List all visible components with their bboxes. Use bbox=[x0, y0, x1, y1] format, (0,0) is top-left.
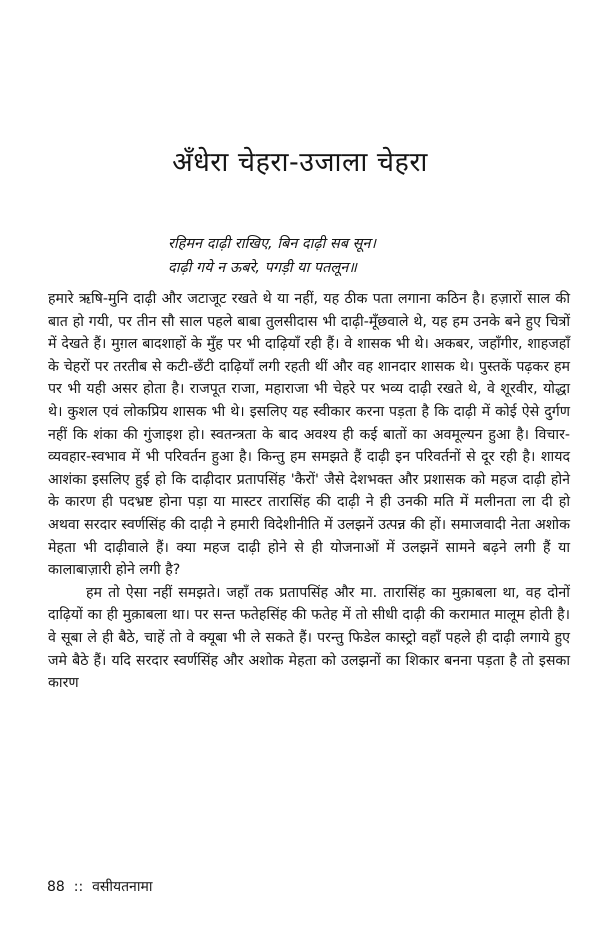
footer-separator bbox=[69, 879, 87, 895]
epigraph-line-2: दाढ़ी गये न ऊबरे, पगड़ी या पतलून॥ bbox=[168, 260, 357, 276]
chapter-title: अँधेरा चेहरा-उजाला चेहरा bbox=[172, 147, 428, 178]
epigraph-line-1: रहिमन दाढ़ी राखिए, बिन दाढ़ी सब सून। bbox=[168, 236, 376, 252]
body-text bbox=[48, 288, 570, 695]
page-number: 88 bbox=[47, 879, 65, 895]
page-footer bbox=[47, 877, 152, 896]
book-title: वसीयतनामा bbox=[92, 879, 153, 895]
footer-separator-glyph: :: bbox=[73, 879, 84, 895]
paragraph-2: हम तो ऐसा नहीं समझते। जहाँ तक प्रतापसिंह और मा. तारासिंह का मुक़ाबला था, वह दोनों दाढ़ियों का ही मुक़ाबला था। पर सन्त फतेहसिंह की फतेह में तो सीधी दाढ़ी की करामात मालूम होती है। वे सूबा ले ही बैठे, चाहें तो वे क्यूबा भी ले सकते हैं। परन्तु फिडेल कास्ट्रो वहाँ पहले ही दाढ़ी लगाये हुए जमे बैठे हैं। यदि सरदार स्वर्णसिंह और अशोक मेहता को उलझनों का शिकार बनना पड़ता है तो इसका कारण bbox=[48, 584, 570, 692]
paragraph-1: हमारे ऋषि-मुनि दाढ़ी और जटाजूट रखते थे या नहीं, यह ठीक पता लगाना कठिन है। हज़ारों साल की बात हो गयी, पर तीन सौ साल पहले बाबा तुलसीदास भी दाढ़ी-मूँछवाले थे, यह हम उनके बने हुए चित्रों में देखते हैं। मुग़ल बादशाहों के मुँह पर भी दाढ़ियाँ रही हैं। वे शासक भी थे। अकबर, जहाँगीर, शाहजहाँ के चेहरों पर तरतीब से कटी-छँटी दाढ़ियाँ लगी रहती थीं और वह शानदार शासक थे। पुस्तकें पढ़कर हम पर भी यही असर होता है। राजपूत राजा, महाराजा भी चेहरे पर भव्य दाढ़ी रखते थे, वे शूरवीर, योद्धा थे। कुशल एवं लोकप्रिय शासक भी थे। इसलिए यह स्वीकार करना पड़ता है कि दाढ़ी में कोई ऐसे दुर्गण नहीं कि शंका की गुंजाइश हो। स्वतन्त्रता के बाद अवश्य ही कई बातों का अवमूल्यन हुआ है। विचार-व्यवहार-स्वभाव में भी परिवर्तन हुआ है। किन्तु हम समझते हैं दाढ़ी इन परिवर्तनों से दूर रही है। शायद आशंका इसलिए हुई हो कि दाढ़ीदार प्रतापसिंह 'कैरों' जैसे देशभक्त और प्रशासक को महज दाढ़ी होने के कारण ही पदभ्रष्ट होना पड़ा या मास्टर तारासिंह की दाढ़ी ने ही उनकी मति में मलीनता ला दी हो अथवा सरदार स्वर्णसिंह की दाढ़ी ने हमारी विदेशीनीति में उलझनें उत्पन्न की हों। समाजवादी नेता अशोक मेहता भी दाढ़ीवाले हैं। क्या महज दाढ़ी होने से ही योजनाओं में उलझनें सामने बढ़ने लगी हैं या कालाबाज़ारी होने लगी है? bbox=[48, 291, 570, 579]
epigraph-couplet bbox=[168, 232, 468, 280]
